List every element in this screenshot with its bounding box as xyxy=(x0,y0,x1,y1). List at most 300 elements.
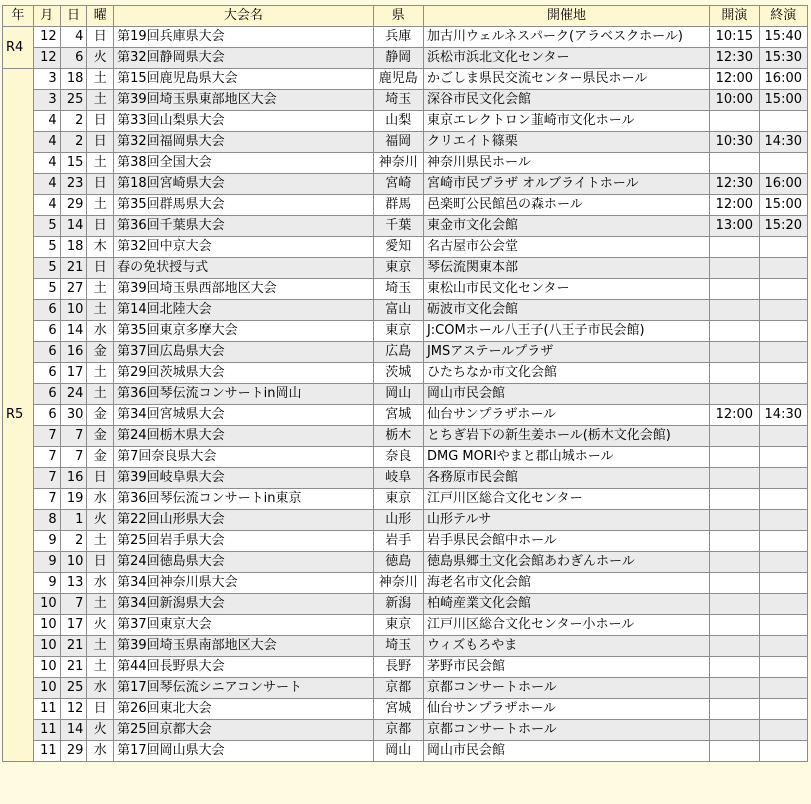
start-time-cell: 12:00 xyxy=(710,195,759,216)
table-row xyxy=(3,699,808,720)
day-cell: 14 xyxy=(60,216,87,237)
prefecture-cell: 鹿児島 xyxy=(373,69,423,90)
event-name-cell: 第33回山梨県大会 xyxy=(114,111,373,132)
prefecture-cell: 京都 xyxy=(373,678,423,699)
day-cell: 2 xyxy=(60,111,87,132)
end-time-cell xyxy=(759,615,807,636)
table-row xyxy=(3,594,808,615)
event-name-cell: 第22回山形県大会 xyxy=(114,510,373,531)
prefecture-cell: 山形 xyxy=(373,510,423,531)
month-cell: 4 xyxy=(33,153,60,174)
table-row xyxy=(3,195,808,216)
end-time-cell xyxy=(759,321,807,342)
start-time-cell xyxy=(710,153,759,174)
start-time-cell: 10:00 xyxy=(710,90,759,111)
start-time-cell xyxy=(710,384,759,405)
event-name-cell: 第32回静岡県大会 xyxy=(114,48,373,69)
event-name-cell: 第34回神奈川県大会 xyxy=(114,573,373,594)
end-time-cell xyxy=(759,363,807,384)
event-name-cell: 第7回奈良県大会 xyxy=(114,447,373,468)
table-row xyxy=(3,48,808,69)
weekday-cell: 土 xyxy=(87,69,114,90)
venue-cell: 柏崎産業文化会館 xyxy=(423,594,709,615)
month-cell: 5 xyxy=(33,237,60,258)
start-time-cell xyxy=(710,447,759,468)
end-time-cell xyxy=(759,552,807,573)
header-venue: 開催地 xyxy=(423,6,709,27)
table-row xyxy=(3,174,808,195)
weekday-cell: 水 xyxy=(87,741,114,762)
start-time-cell: 12:30 xyxy=(710,174,759,195)
venue-cell: 仙台サンプラザホール xyxy=(423,699,709,720)
header-end: 終演 xyxy=(759,6,807,27)
event-name-cell: 第17回岡山県大会 xyxy=(114,741,373,762)
month-cell: 10 xyxy=(33,594,60,615)
month-cell: 6 xyxy=(33,342,60,363)
day-cell: 6 xyxy=(60,48,87,69)
end-time-cell: 14:30 xyxy=(759,132,807,153)
table-row xyxy=(3,468,808,489)
start-time-cell xyxy=(710,552,759,573)
end-time-cell: 16:00 xyxy=(759,174,807,195)
prefecture-cell: 福岡 xyxy=(373,132,423,153)
month-cell: 9 xyxy=(33,552,60,573)
venue-cell: 江戸川区総合文化センター xyxy=(423,489,709,510)
start-time-cell xyxy=(710,636,759,657)
table-row xyxy=(3,300,808,321)
prefecture-cell: 宮崎 xyxy=(373,174,423,195)
year-cell: R5 xyxy=(3,69,34,762)
day-cell: 14 xyxy=(60,321,87,342)
header-month: 月 xyxy=(33,6,60,27)
weekday-cell: 土 xyxy=(87,90,114,111)
table-row xyxy=(3,531,808,552)
start-time-cell xyxy=(710,279,759,300)
event-name-cell: 第32回中京大会 xyxy=(114,237,373,258)
start-time-cell: 10:15 xyxy=(710,27,759,48)
prefecture-cell: 静岡 xyxy=(373,48,423,69)
venue-cell: J:COMホール八王子(八王子市民会館) xyxy=(423,321,709,342)
weekday-cell: 土 xyxy=(87,657,114,678)
month-cell: 7 xyxy=(33,468,60,489)
day-cell: 21 xyxy=(60,657,87,678)
month-cell: 11 xyxy=(33,699,60,720)
weekday-cell: 水 xyxy=(87,321,114,342)
venue-cell: 茅野市民会館 xyxy=(423,657,709,678)
prefecture-cell: 富山 xyxy=(373,300,423,321)
event-name-cell: 第29回茨城県大会 xyxy=(114,363,373,384)
weekday-cell: 土 xyxy=(87,363,114,384)
start-time-cell xyxy=(710,573,759,594)
end-time-cell xyxy=(759,384,807,405)
venue-cell: 神奈川県民ホール xyxy=(423,153,709,174)
start-time-cell xyxy=(710,510,759,531)
event-name-cell: 第35回群馬県大会 xyxy=(114,195,373,216)
weekday-cell: 土 xyxy=(87,384,114,405)
day-cell: 7 xyxy=(60,426,87,447)
month-cell: 6 xyxy=(33,363,60,384)
end-time-cell: 15:30 xyxy=(759,48,807,69)
header-event-name: 大会名 xyxy=(114,6,373,27)
month-cell: 7 xyxy=(33,489,60,510)
venue-cell: JMSアステールプラザ xyxy=(423,342,709,363)
weekday-cell: 日 xyxy=(87,216,114,237)
end-time-cell xyxy=(759,279,807,300)
start-time-cell xyxy=(710,237,759,258)
table-row xyxy=(3,363,808,384)
venue-cell: ウィズもろやま xyxy=(423,636,709,657)
header-start: 開演 xyxy=(710,6,759,27)
day-cell: 10 xyxy=(60,300,87,321)
day-cell: 16 xyxy=(60,342,87,363)
prefecture-cell: 東京 xyxy=(373,258,423,279)
start-time-cell xyxy=(710,531,759,552)
table-row xyxy=(3,216,808,237)
prefecture-cell: 埼玉 xyxy=(373,279,423,300)
day-cell: 14 xyxy=(60,720,87,741)
day-cell: 18 xyxy=(60,69,87,90)
table-row xyxy=(3,447,808,468)
event-name-cell: 第35回東京多摩大会 xyxy=(114,321,373,342)
end-time-cell xyxy=(759,594,807,615)
table-row xyxy=(3,552,808,573)
day-cell: 25 xyxy=(60,90,87,111)
month-cell: 4 xyxy=(33,111,60,132)
venue-cell: 徳島県郷土文化会館あわぎんホール xyxy=(423,552,709,573)
prefecture-cell: 東京 xyxy=(373,321,423,342)
end-time-cell: 15:40 xyxy=(759,27,807,48)
end-time-cell xyxy=(759,531,807,552)
venue-cell: 宮崎市民プラザ オルブライトホール xyxy=(423,174,709,195)
start-time-cell xyxy=(710,615,759,636)
weekday-cell: 水 xyxy=(87,678,114,699)
table-row xyxy=(3,720,808,741)
venue-cell: 砺波市文化会館 xyxy=(423,300,709,321)
event-name-cell: 第36回千葉県大会 xyxy=(114,216,373,237)
end-time-cell xyxy=(759,447,807,468)
venue-cell: 東京エレクトロン韮崎市文化ホール xyxy=(423,111,709,132)
end-time-cell: 15:00 xyxy=(759,195,807,216)
prefecture-cell: 岡山 xyxy=(373,741,423,762)
month-cell: 4 xyxy=(33,174,60,195)
venue-cell: 各務原市民会館 xyxy=(423,468,709,489)
event-name-cell: 第39回埼玉県南部地区大会 xyxy=(114,636,373,657)
table-row xyxy=(3,237,808,258)
prefecture-cell: 埼玉 xyxy=(373,636,423,657)
weekday-cell: 土 xyxy=(87,300,114,321)
month-cell: 6 xyxy=(33,300,60,321)
prefecture-cell: 東京 xyxy=(373,489,423,510)
table-row xyxy=(3,741,808,762)
schedule-body xyxy=(3,27,808,762)
day-cell: 25 xyxy=(60,678,87,699)
prefecture-cell: 東京 xyxy=(373,615,423,636)
table-row xyxy=(3,279,808,300)
weekday-cell: 火 xyxy=(87,615,114,636)
event-name-cell: 春の免状授与式 xyxy=(114,258,373,279)
venue-cell: かごしま県民交流センター県民ホール xyxy=(423,69,709,90)
table-row xyxy=(3,258,808,279)
day-cell: 27 xyxy=(60,279,87,300)
day-cell: 24 xyxy=(60,384,87,405)
header-prefecture: 県 xyxy=(373,6,423,27)
table-row xyxy=(3,342,808,363)
prefecture-cell: 山梨 xyxy=(373,111,423,132)
start-time-cell: 10:30 xyxy=(710,132,759,153)
table-row xyxy=(3,636,808,657)
start-time-cell xyxy=(710,321,759,342)
day-cell: 7 xyxy=(60,594,87,615)
end-time-cell xyxy=(759,468,807,489)
header-weekday: 曜 xyxy=(87,6,114,27)
weekday-cell: 日 xyxy=(87,699,114,720)
month-cell: 10 xyxy=(33,657,60,678)
event-name-cell: 第36回琴伝流コンサートin東京 xyxy=(114,489,373,510)
venue-cell: 岡山市民会館 xyxy=(423,384,709,405)
day-cell: 16 xyxy=(60,468,87,489)
start-time-cell xyxy=(710,111,759,132)
event-name-cell: 第24回徳島県大会 xyxy=(114,552,373,573)
month-cell: 10 xyxy=(33,678,60,699)
prefecture-cell: 神奈川 xyxy=(373,573,423,594)
event-name-cell: 第37回広島県大会 xyxy=(114,342,373,363)
month-cell: 5 xyxy=(33,258,60,279)
weekday-cell: 水 xyxy=(87,489,114,510)
year-cell: R4 xyxy=(3,27,34,69)
weekday-cell: 土 xyxy=(87,279,114,300)
end-time-cell xyxy=(759,342,807,363)
day-cell: 21 xyxy=(60,258,87,279)
end-time-cell xyxy=(759,153,807,174)
day-cell: 1 xyxy=(60,510,87,531)
event-name-cell: 第38回全国大会 xyxy=(114,153,373,174)
day-cell: 23 xyxy=(60,174,87,195)
day-cell: 2 xyxy=(60,132,87,153)
end-time-cell xyxy=(759,300,807,321)
venue-cell: 東金市文化会館 xyxy=(423,216,709,237)
venue-cell: DMG MORIやまと郡山城ホール xyxy=(423,447,709,468)
event-name-cell: 第25回岩手県大会 xyxy=(114,531,373,552)
end-time-cell xyxy=(759,678,807,699)
table-row xyxy=(3,489,808,510)
event-name-cell: 第19回兵庫県大会 xyxy=(114,27,373,48)
venue-cell: 深谷市民文化会館 xyxy=(423,90,709,111)
weekday-cell: 日 xyxy=(87,258,114,279)
header-row xyxy=(3,6,808,27)
venue-cell: 京都コンサートホール xyxy=(423,720,709,741)
venue-cell: 岡山市民会館 xyxy=(423,741,709,762)
venue-cell: 邑楽町公民館邑の森ホール xyxy=(423,195,709,216)
weekday-cell: 金 xyxy=(87,426,114,447)
prefecture-cell: 埼玉 xyxy=(373,90,423,111)
venue-cell: 仙台サンプラザホール xyxy=(423,405,709,426)
day-cell: 21 xyxy=(60,636,87,657)
end-time-cell xyxy=(759,636,807,657)
prefecture-cell: 千葉 xyxy=(373,216,423,237)
start-time-cell xyxy=(710,258,759,279)
start-time-cell: 12:00 xyxy=(710,69,759,90)
day-cell: 4 xyxy=(60,27,87,48)
start-time-cell xyxy=(710,657,759,678)
table-row xyxy=(3,321,808,342)
end-time-cell: 15:20 xyxy=(759,216,807,237)
event-name-cell: 第44回長野県大会 xyxy=(114,657,373,678)
venue-cell: 東松山市民文化センター xyxy=(423,279,709,300)
month-cell: 11 xyxy=(33,741,60,762)
table-row xyxy=(3,405,808,426)
day-cell: 29 xyxy=(60,741,87,762)
event-name-cell: 第34回宮城県大会 xyxy=(114,405,373,426)
table-row xyxy=(3,657,808,678)
end-time-cell: 14:30 xyxy=(759,405,807,426)
venue-cell: 岩手県民会館中ホール xyxy=(423,531,709,552)
schedule-table xyxy=(2,5,808,762)
prefecture-cell: 広島 xyxy=(373,342,423,363)
table-row xyxy=(3,384,808,405)
month-cell: 3 xyxy=(33,69,60,90)
table-row xyxy=(3,111,808,132)
event-name-cell: 第18回宮崎県大会 xyxy=(114,174,373,195)
prefecture-cell: 徳島 xyxy=(373,552,423,573)
venue-cell: 加古川ウェルネスパーク(アラベスクホール) xyxy=(423,27,709,48)
day-cell: 7 xyxy=(60,447,87,468)
start-time-cell xyxy=(710,489,759,510)
month-cell: 10 xyxy=(33,636,60,657)
month-cell: 6 xyxy=(33,405,60,426)
start-time-cell xyxy=(710,594,759,615)
month-cell: 6 xyxy=(33,321,60,342)
day-cell: 30 xyxy=(60,405,87,426)
prefecture-cell: 岡山 xyxy=(373,384,423,405)
table-row xyxy=(3,153,808,174)
month-cell: 4 xyxy=(33,132,60,153)
start-time-cell xyxy=(710,678,759,699)
day-cell: 29 xyxy=(60,195,87,216)
day-cell: 15 xyxy=(60,153,87,174)
event-name-cell: 第36回琴伝流コンサートin岡山 xyxy=(114,384,373,405)
end-time-cell xyxy=(759,720,807,741)
day-cell: 2 xyxy=(60,531,87,552)
prefecture-cell: 奈良 xyxy=(373,447,423,468)
venue-cell: 京都コンサートホール xyxy=(423,678,709,699)
event-name-cell: 第37回東京大会 xyxy=(114,615,373,636)
venue-cell: クリエイト篠栗 xyxy=(423,132,709,153)
header-year: 年 xyxy=(3,6,34,27)
weekday-cell: 土 xyxy=(87,195,114,216)
start-time-cell: 12:30 xyxy=(710,48,759,69)
start-time-cell xyxy=(710,741,759,762)
event-name-cell: 第17回琴伝流シニアコンサート xyxy=(114,678,373,699)
month-cell: 12 xyxy=(33,27,60,48)
prefecture-cell: 宮城 xyxy=(373,405,423,426)
event-name-cell: 第15回鹿児島県大会 xyxy=(114,69,373,90)
prefecture-cell: 宮城 xyxy=(373,699,423,720)
month-cell: 10 xyxy=(33,615,60,636)
day-cell: 17 xyxy=(60,363,87,384)
month-cell: 5 xyxy=(33,216,60,237)
table-row xyxy=(3,573,808,594)
venue-cell: 名古屋市公会堂 xyxy=(423,237,709,258)
month-cell: 7 xyxy=(33,447,60,468)
weekday-cell: 日 xyxy=(87,132,114,153)
end-time-cell xyxy=(759,489,807,510)
month-cell: 3 xyxy=(33,90,60,111)
month-cell: 11 xyxy=(33,720,60,741)
month-cell: 4 xyxy=(33,195,60,216)
weekday-cell: 日 xyxy=(87,468,114,489)
prefecture-cell: 長野 xyxy=(373,657,423,678)
event-name-cell: 第26回東北大会 xyxy=(114,699,373,720)
month-cell: 8 xyxy=(33,510,60,531)
day-cell: 12 xyxy=(60,699,87,720)
weekday-cell: 金 xyxy=(87,342,114,363)
day-cell: 18 xyxy=(60,237,87,258)
prefecture-cell: 新潟 xyxy=(373,594,423,615)
month-cell: 12 xyxy=(33,48,60,69)
weekday-cell: 火 xyxy=(87,510,114,531)
table-row xyxy=(3,27,808,48)
event-name-cell: 第32回福岡県大会 xyxy=(114,132,373,153)
day-cell: 13 xyxy=(60,573,87,594)
end-time-cell xyxy=(759,699,807,720)
end-time-cell: 16:00 xyxy=(759,69,807,90)
start-time-cell xyxy=(710,468,759,489)
prefecture-cell: 栃木 xyxy=(373,426,423,447)
prefecture-cell: 愛知 xyxy=(373,237,423,258)
month-cell: 5 xyxy=(33,279,60,300)
venue-cell: 琴伝流関東本部 xyxy=(423,258,709,279)
table-row xyxy=(3,678,808,699)
weekday-cell: 日 xyxy=(87,174,114,195)
prefecture-cell: 神奈川 xyxy=(373,153,423,174)
prefecture-cell: 岩手 xyxy=(373,531,423,552)
venue-cell: ひたちなか市文化会館 xyxy=(423,363,709,384)
end-time-cell xyxy=(759,657,807,678)
event-name-cell: 第24回栃木県大会 xyxy=(114,426,373,447)
event-name-cell: 第39回埼玉県東部地区大会 xyxy=(114,90,373,111)
weekday-cell: 土 xyxy=(87,153,114,174)
prefecture-cell: 兵庫 xyxy=(373,27,423,48)
event-name-cell: 第25回京都大会 xyxy=(114,720,373,741)
weekday-cell: 水 xyxy=(87,573,114,594)
venue-cell: とちぎ岩下の新生姜ホール(栃木文化会館) xyxy=(423,426,709,447)
table-row xyxy=(3,615,808,636)
start-time-cell xyxy=(710,720,759,741)
start-time-cell xyxy=(710,699,759,720)
weekday-cell: 木 xyxy=(87,237,114,258)
event-name-cell: 第39回埼玉県西部地区大会 xyxy=(114,279,373,300)
start-time-cell: 13:00 xyxy=(710,216,759,237)
event-name-cell: 第39回岐阜県大会 xyxy=(114,468,373,489)
venue-cell: 浜松市浜北文化センター xyxy=(423,48,709,69)
end-time-cell: 15:00 xyxy=(759,90,807,111)
day-cell: 10 xyxy=(60,552,87,573)
month-cell: 9 xyxy=(33,573,60,594)
end-time-cell xyxy=(759,573,807,594)
end-time-cell xyxy=(759,237,807,258)
schedule-sheet xyxy=(2,5,808,762)
weekday-cell: 火 xyxy=(87,48,114,69)
table-row xyxy=(3,132,808,153)
start-time-cell xyxy=(710,426,759,447)
venue-cell: 江戸川区総合文化センター小ホール xyxy=(423,615,709,636)
end-time-cell xyxy=(759,741,807,762)
day-cell: 19 xyxy=(60,489,87,510)
month-cell: 7 xyxy=(33,426,60,447)
weekday-cell: 土 xyxy=(87,594,114,615)
prefecture-cell: 茨城 xyxy=(373,363,423,384)
start-time-cell xyxy=(710,300,759,321)
